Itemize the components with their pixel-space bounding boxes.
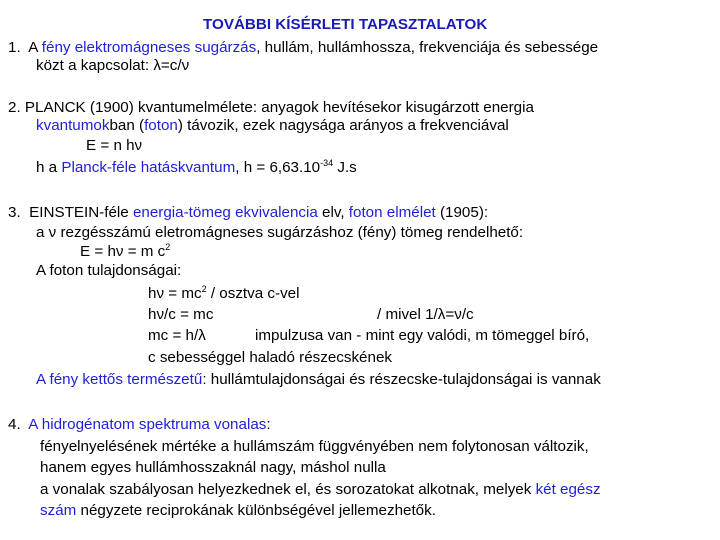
section-4-line-5	[40, 502, 436, 520]
photon-eq-3-note-cont: c sebességgel haladó részecskének	[148, 349, 392, 366]
photon-eq-2-note: / mivel 1/λ=ν/c	[377, 306, 474, 323]
exponent: 2	[201, 284, 207, 294]
text: elv,	[317, 204, 349, 221]
section-3-line-1	[8, 204, 488, 222]
text: hν = mc	[148, 285, 202, 302]
section-2-line-1	[8, 99, 534, 117]
section-3-line-2: a ν rezgésszámú eletromágneses sugárzáshoz (fény) tömeg rendelhető:	[36, 224, 524, 241]
text: E = hν = m c	[80, 243, 166, 260]
text: : hullámtulajdonságai és részecske-tulajdonságai is vannak	[202, 371, 601, 388]
term-two-integers: két egész	[535, 481, 601, 498]
section-4-line-2: fényelnyelésének mértéke a hullámszám függvényében nem folytonosan változik,	[40, 438, 589, 455]
section-4-line-1	[8, 416, 271, 434]
text: PLANCK (1900) kvantumelmélete: anyagok hevítésekor kisugárzott energia	[24, 99, 534, 116]
text: négyzete reciprokának különbségével jellemezhetők.	[76, 502, 436, 519]
section-3-conclusion	[36, 371, 601, 389]
photon-properties-heading: A foton tulajdonságai:	[36, 262, 182, 279]
section-1-number: 1.	[8, 39, 21, 56]
text: , hullám, hullámhossza, frekvenciája és sebessége	[256, 39, 599, 56]
planck-equation: E = n hν	[86, 137, 143, 154]
photon-eq-1	[148, 285, 299, 303]
section-2-line-2	[36, 117, 509, 135]
text: (1905):	[435, 204, 489, 221]
text: h a	[36, 159, 62, 176]
section-2-number: 2.	[8, 99, 21, 116]
section-1-line-2: közt a kapcsolat: λ=c/ν	[36, 57, 190, 74]
text: ban (	[109, 117, 145, 134]
term-light-em-radiation: fény elektromágneses sugárzás	[41, 39, 257, 56]
photon-eq-3-note: impulzusa van - mint egy valódi, m tömeggel bíró,	[255, 327, 590, 344]
section-3-number: 3.	[8, 204, 21, 221]
section-4-number: 4.	[8, 416, 21, 433]
section-4-line-4	[40, 481, 601, 499]
text: ) távozik, ezek nagysága arányos a frekvenciával	[177, 117, 509, 134]
einstein-equation	[80, 243, 170, 261]
text: , h = 6,63.10	[235, 159, 321, 176]
section-4-line-3: hanem egyes hullámhosszaknál nagy, máshol nulla	[40, 459, 386, 476]
text: a vonalak szabályosan helyezkednek el, és sorozatokat alkotnak, melyek	[40, 481, 536, 498]
section-2-line-4	[36, 159, 357, 177]
photon-eq-3: mc = h/λ	[148, 327, 206, 344]
text: A	[28, 39, 42, 56]
term-dual-nature: A fény kettős természetű	[36, 371, 203, 388]
text: J.s	[333, 159, 357, 176]
term-mass-energy-equivalence: energia-tömeg ekvivalencia	[132, 204, 318, 221]
text: EINSTEIN-féle	[29, 204, 133, 221]
term-photon-theory: foton elmélet	[348, 204, 436, 221]
photon-eq-2: hν/c = mc	[148, 306, 214, 323]
section-1-line-1	[8, 39, 598, 57]
term-number: szám	[40, 502, 77, 519]
term-planck-constant: Planck-féle hatáskvantum	[61, 159, 236, 176]
exponent: -34	[320, 158, 334, 168]
term-hydrogen-spectrum: A hidrogénatom spektruma vonalas	[28, 416, 267, 433]
text: :	[266, 416, 271, 433]
page-title: TOVÁBBI KÍSÉRLETI TAPASZTALATOK	[203, 16, 488, 33]
text: / osztva c-vel	[210, 285, 300, 302]
term-quanta: kvantumok	[36, 117, 110, 134]
exponent: 2	[165, 242, 171, 252]
term-photon: foton	[144, 117, 178, 134]
